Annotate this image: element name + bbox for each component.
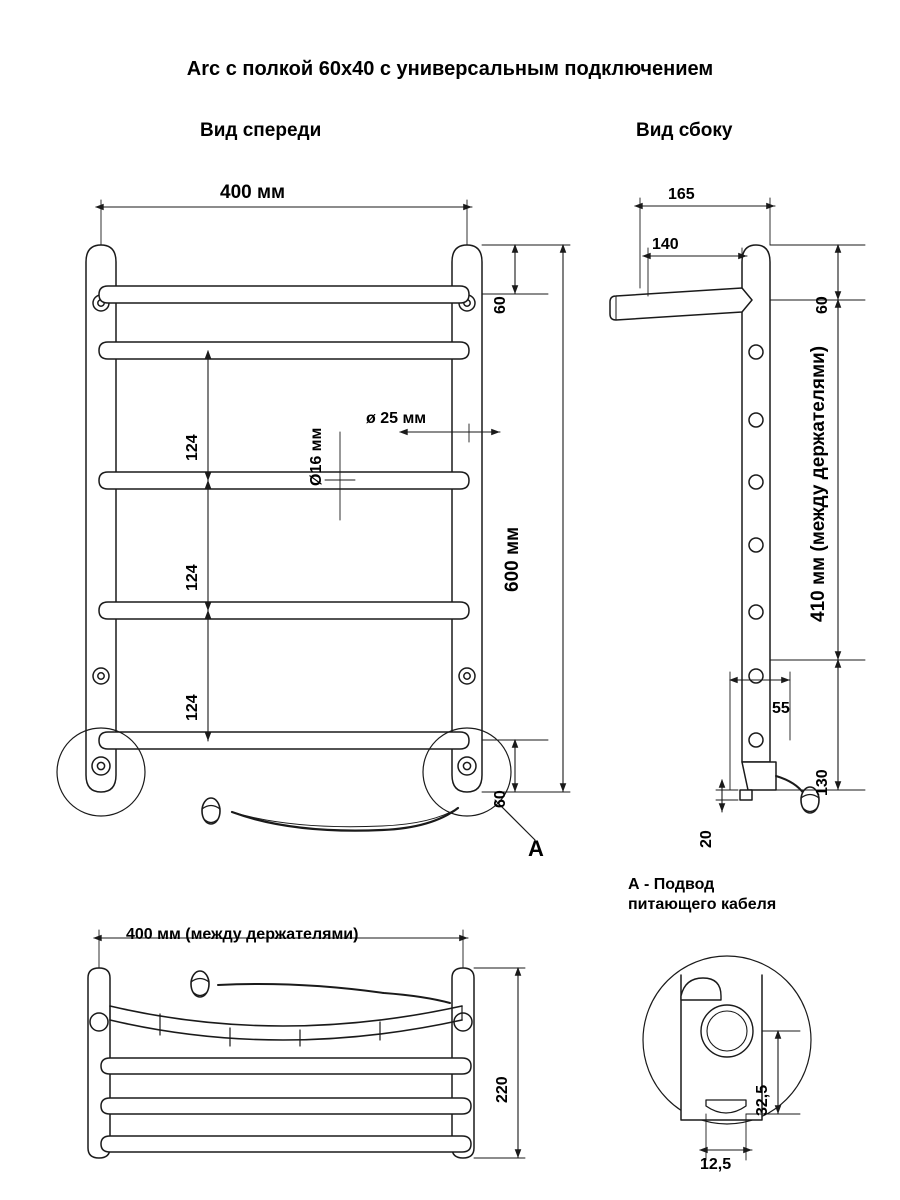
dim-detail-vertical: 32,5 <box>754 1084 771 1116</box>
dim-spacing-1: 124 <box>184 434 201 461</box>
dim-side-top-offset: 60 <box>814 296 831 314</box>
detail-marker-a: А <box>528 836 544 861</box>
front-view-label: Вид спереди <box>200 120 322 141</box>
dim-side-depth-shelf: 140 <box>652 236 679 253</box>
dim-tube-small: Ø16 мм <box>308 427 325 486</box>
dim-tube-large: ø 25 мм <box>366 410 427 427</box>
detail-a-title-line2: питающего кабеля <box>628 896 777 913</box>
side-view-label: Вид сбоку <box>636 120 733 141</box>
dim-side-foot: 20 <box>698 830 715 848</box>
dim-side-bracket: 55 <box>772 700 790 717</box>
dim-top-depth: 220 <box>494 1076 511 1103</box>
dim-side-depth-total: 165 <box>668 186 695 203</box>
dim-front-height: 600 мм <box>502 526 523 592</box>
dim-front-bottom-offset: 60 <box>492 790 509 808</box>
dim-side-lower-offset: 130 <box>814 769 831 796</box>
dim-spacing-2: 124 <box>184 564 201 591</box>
dim-front-width: 400 мм <box>220 182 286 203</box>
page-title: Arc с полкой 60x40 с универсальным подключением <box>186 58 714 80</box>
dim-top-width: 400 мм (между держателями) <box>126 926 359 943</box>
dim-front-top-offset: 60 <box>492 296 509 314</box>
dim-detail-horizontal: 12,5 <box>700 1156 732 1173</box>
detail-a-title-line1: А - Подвод <box>628 876 715 893</box>
dim-side-between-holders: 410 мм (между держателями) <box>808 345 829 622</box>
dim-spacing-3: 124 <box>184 694 201 721</box>
